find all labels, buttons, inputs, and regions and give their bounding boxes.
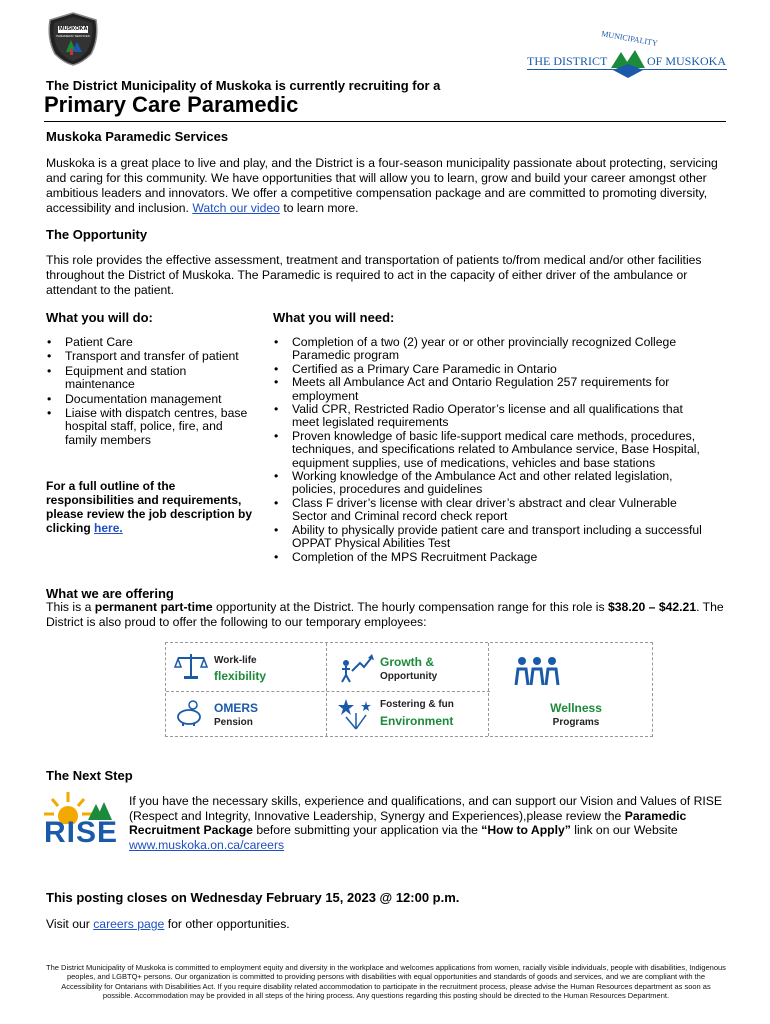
will-do-list [46, 336, 251, 447]
rise-logo [44, 790, 124, 850]
wellness-title: Wellness [550, 701, 602, 715]
list-item: • Meets all Ambulance Act and Ontario Regulation 257 requirements for employment [273, 376, 713, 403]
offering-heading: What we are offering [46, 586, 174, 601]
list-item: • Class F driver’s license with clear driver’s abstract and clear Vulnerable Sector and Criminal record check report [273, 497, 713, 524]
fostering-label: Fostering & fun [380, 699, 454, 710]
how-to-apply-text: “How to Apply” [481, 823, 571, 837]
wellness-label: Programs [552, 717, 600, 728]
equity-footer: The District Municipality of Muskoka is committed to employment equity and diversity in the workplace and welcomes applications from women, racially visible individuals, people with disabilities, Indigenous peoples, and LGBTQ+ persons. Our organization is committed to providing persons with disabilities with equal opportunities and standards of goods and services, and we are compliant with the Accessibility for Ontarians with Disabilities Act. If you require disability related accommodation to participate in the recruitment process, please advise the Human Resources department as soon as possible. Accommodation may be provided in all steps of the hiring process. Any questions regarding this posting should be directed to the Human Resources Department. [46, 963, 726, 1000]
growth-title: Growth & [380, 655, 434, 669]
list-item: • Documentation management [46, 393, 251, 406]
logo-mark-icon [611, 42, 645, 80]
visit-text-before: Visit our [46, 917, 94, 931]
omers-label: Pension [214, 717, 253, 728]
services-heading: Muskoka Paramedic Services [46, 129, 229, 144]
benefits-divider [166, 691, 490, 692]
visit-paragraph [46, 917, 290, 932]
growth-label: Opportunity [380, 671, 438, 682]
offering-text-2: opportunity at the District. The hourly compensation range for this role is [212, 600, 608, 614]
opportunity-heading: The Opportunity [46, 227, 148, 242]
benefit-worklife [174, 651, 267, 686]
job-description-link[interactable]: here. [94, 521, 123, 535]
logo-muskoka: MUSKOKA [665, 54, 727, 68]
benefits-divider [326, 643, 327, 736]
will-need-heading: What you will need: [273, 310, 395, 325]
page-title: Primary Care Paramedic [44, 92, 299, 117]
list-item: • Completion of the MPS Recruitment Package [273, 551, 713, 564]
offering-text-3: . The District is also proud to offer the following to our temporary employees: [46, 600, 724, 629]
worklife-title: flexibility [214, 669, 267, 683]
outline-paragraph [46, 479, 264, 535]
next-step-heading: The Next Step [46, 768, 133, 783]
intro-line: The District Municipality of Muskoka is currently recruiting for a [46, 78, 441, 93]
logo-the: THE [527, 54, 551, 68]
logo-of: OF [647, 54, 663, 68]
offering-text-1: This is a [46, 600, 95, 614]
next-step-paragraph [129, 794, 729, 852]
paramedic-badge-logo [46, 12, 100, 66]
list-item: • Valid CPR, Restricted Radio Operator’s license and all qualifications that meet legislated requirements [273, 403, 713, 430]
video-after: to learn more. [279, 201, 359, 215]
badge-text: MUSKOKA [59, 26, 88, 32]
list-item: • Proven knowledge of basic life-support medical care methods, procedures, techniques, and specifications related to Ambulance service, Base Hospital, equipment supplies, use of medications, vehicles and base stations [273, 430, 713, 470]
scales-icon [174, 651, 208, 681]
district-logo [527, 29, 727, 80]
visit-text-after: for other opportunities. [164, 917, 290, 931]
fireworks-icon [336, 697, 376, 731]
logo-district: DISTRICT [553, 54, 608, 68]
will-do-heading: What you will do: [46, 310, 153, 325]
rise-text: RISE [44, 816, 119, 849]
list-item: • Working knowledge of the Ambulance Act and other related legislation, policies, procedures and guidelines [273, 470, 713, 497]
careers-website-link[interactable]: www.muskoka.on.ca/careers [129, 837, 285, 852]
worklife-label: Work-life [214, 655, 257, 666]
list-item: • Liaise with dispatch centres, base hospital staff, police, fire, and family members [46, 407, 251, 447]
opportunity-text: This role provides the effective assessment, treatment and transportation of patients to/from medical and/or other facilities throughout the District of Muskoka. The Paramedic is required to act in the capacity of either driver of the ambulance or attendant to the patient. [46, 253, 702, 297]
piggy-bank-icon [174, 699, 204, 727]
services-text: Muskoka is a great place to live and play, and the District is a four-season municipality passionate about protecting, servicing and caring for this community. We have opportunities that will allow you to learn, grow and build your career amongst other ambitious leaders and innovators. We offer a competitive compensation package and are committed to promoting diversity, accessibility and inclusion. [46, 156, 718, 215]
list-item: • Completion of a two (2) year or or other provincially recognized College Paramedic program [273, 336, 713, 363]
closing-date: This posting closes on Wednesday February 15, 2023 @ 12:00 p.m. [46, 890, 460, 905]
title-rule [44, 121, 726, 122]
fostering-title: Environment [380, 714, 454, 728]
services-paragraph [46, 156, 728, 216]
benefit-wellness [514, 655, 560, 694]
list-item: • Patient Care [46, 336, 251, 349]
benefit-growth [336, 649, 438, 690]
growth-chart-icon [336, 649, 376, 685]
benefits-divider [488, 643, 489, 736]
next-text-1: If you have the necessary skills, experience and qualifications, and can support our Vision and Values of RISE (Respect and Integrity, Innovative Leadership, Synergy and Experiences),please review the [129, 794, 723, 823]
next-text-3: link on our Website [570, 823, 678, 837]
careers-page-link[interactable]: careers page [93, 917, 165, 931]
offering-type: permanent part-time [94, 600, 213, 614]
list-item: • Equipment and station maintenance [46, 365, 251, 392]
watch-video-link[interactable]: Watch our video [192, 201, 280, 215]
list-item: • Ability to physically provide patient care and transport including a successful OPPAT Physical Abilities Test [273, 524, 713, 551]
people-icon [514, 655, 560, 689]
benefit-omers [174, 699, 259, 732]
list-item: • Transport and transfer of patient [46, 350, 251, 363]
outline-text: For a full outline of the responsibilities and requirements, please review the job description by clicking [46, 479, 253, 535]
next-text-2: before submitting your application via the [252, 823, 482, 837]
badge-subtext: PARAMEDIC SERVICES [56, 34, 90, 38]
will-need-list [273, 336, 713, 564]
benefit-fostering [336, 697, 454, 736]
list-item: • Certified as a Primary Care Paramedic in Ontario [273, 363, 713, 376]
offering-pay-range: $38.20 – $42.21 [608, 600, 697, 614]
logo-municipality: MUNICIPALITY [600, 29, 659, 48]
recruitment-package-text: Paramedic Recruitment Package [129, 808, 687, 837]
benefits-panel [165, 642, 653, 737]
omers-title: OMERS [214, 701, 259, 715]
offering-paragraph [46, 600, 728, 630]
